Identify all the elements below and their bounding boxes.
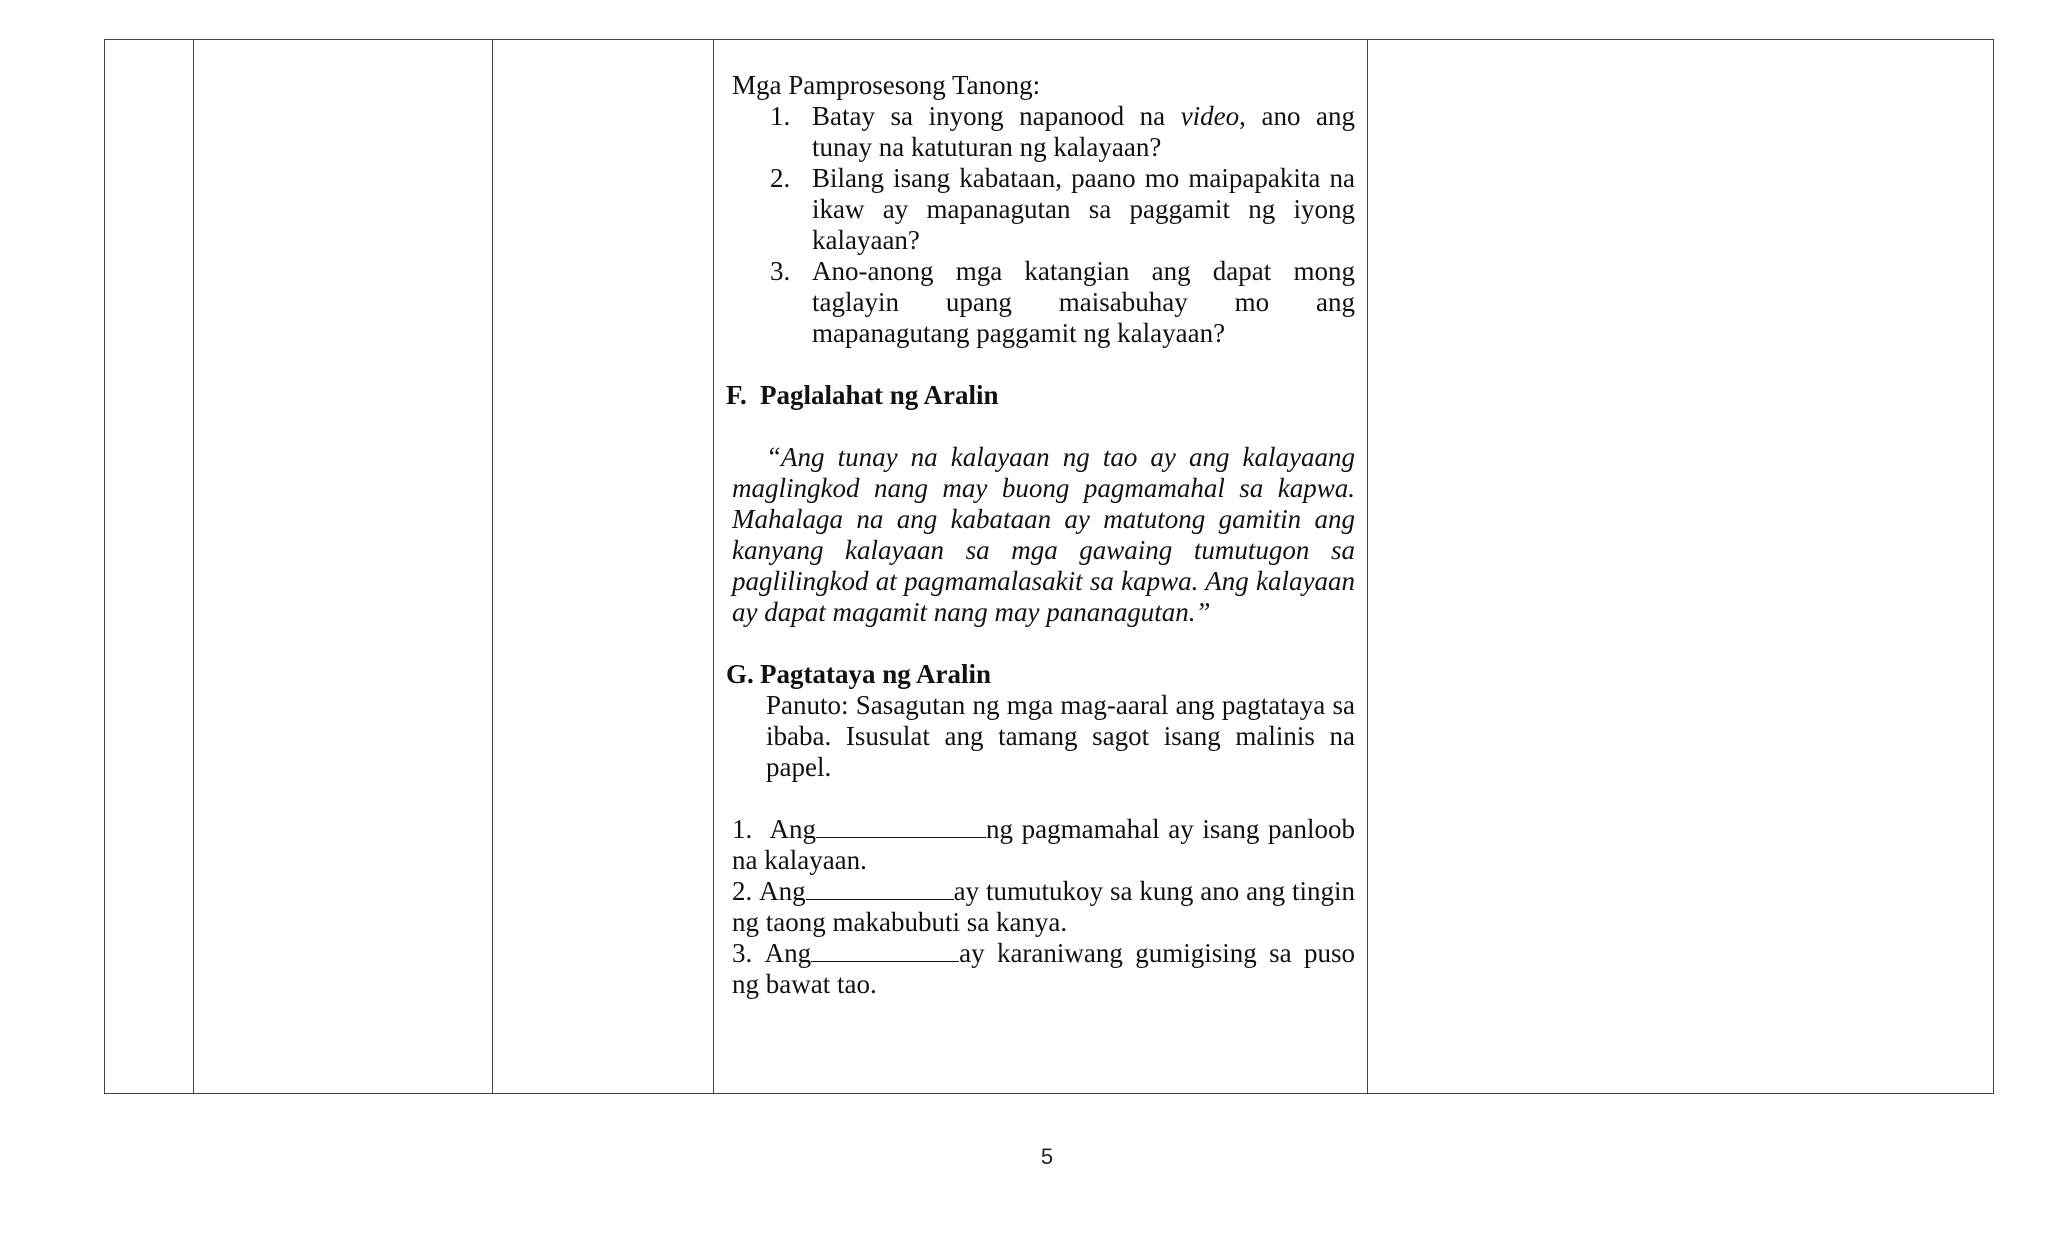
assessment-instruction: Panuto: Sasagutan ng mga mag-aaral ang pagtataya sa ibaba. Isusulat ang tamang sagot isang malinis na papel.: [766, 690, 1355, 782]
quiz-item-number: 1.: [732, 814, 753, 844]
quiz-item-number: 3.: [732, 938, 753, 968]
quiz-item-rest: ay karaniwang gumigising sa puso ng bawat tao.: [732, 938, 1355, 999]
processing-questions-list: [726, 101, 1355, 349]
list-item-number: 1.: [770, 101, 791, 131]
quiz-item: [732, 876, 1355, 938]
generalization-quote: “Ang tunay na kalayaan ng tao ay ang kalayaang maglingkod nang may buong pagmamahal sa kapwa. Mahalaga na ang kabataan ay matutong gamitin ang kanyang kalayaan sa mga gawaing tumutugon sa paglilingkod at pagmamalasakit sa kapwa. Ang kalayaan ay dapat magamit nang may pananagutan.”: [732, 442, 1355, 627]
question-text: Ano-anong mga katangian ang dapat mong taglayin upang maisabuhay mo ang mapanagutang paggamit ng kalayaan?: [812, 256, 1355, 348]
list-item: [726, 163, 1355, 256]
section-title: Paglalahat ng Aralin: [760, 380, 999, 410]
list-item: [726, 101, 1355, 163]
section-letter: F.: [726, 380, 747, 410]
section-f-heading: [726, 380, 1355, 411]
quiz-item: [732, 814, 1355, 876]
question-text-part: , ano ang tunay na katuturan ng kalayaan?: [812, 101, 1355, 162]
quiz-item-rest: ng pagmamahal ay isang panloob na kalayaan.: [732, 814, 1355, 875]
table-row: [105, 40, 1994, 1094]
table-cell-empty-remarks: [1368, 40, 1994, 1094]
answer-blank: [816, 815, 986, 838]
question-text-part: Batay sa inyong napanood na: [812, 101, 1181, 131]
page-number: 5: [1040, 1144, 1054, 1169]
section-g-heading: [726, 659, 1355, 690]
table-cell-empty-3: [493, 40, 714, 1094]
table-cell-empty-2: [194, 40, 493, 1094]
quiz-item-lead: Ang: [759, 876, 806, 906]
answer-blank: [806, 877, 954, 900]
procedure-content-cell: [714, 40, 1368, 1094]
list-item-number: 2.: [770, 163, 791, 193]
section-letter: G.: [726, 659, 754, 689]
list-item: [726, 256, 1355, 349]
quiz-item-lead: Ang: [769, 814, 817, 844]
question-emphasis: video: [1180, 101, 1240, 131]
quiz-item-rest: ay tumutukoy sa kung ano ang tingin ng taong makabubuti sa kanya.: [732, 876, 1356, 937]
section-title: Pagtataya ng Aralin: [760, 659, 992, 689]
question-text: Bilang isang kabataan, paano mo maipapakita na ikaw ay mapanagutan sa paggamit ng iyong kalayaan?: [812, 163, 1355, 255]
list-item-number: 3.: [770, 256, 791, 286]
lesson-plan-table: [104, 39, 1994, 1094]
quiz-item-lead: Ang: [764, 938, 812, 968]
answer-blank: [811, 939, 959, 962]
quiz-item-number: 2.: [732, 876, 753, 906]
table-cell-empty-1: [105, 40, 194, 1094]
quiz-item: [732, 938, 1355, 1000]
assessment-quiz: [732, 814, 1355, 1000]
processing-questions-title: Mga Pamprosesong Tanong:: [732, 70, 1041, 100]
